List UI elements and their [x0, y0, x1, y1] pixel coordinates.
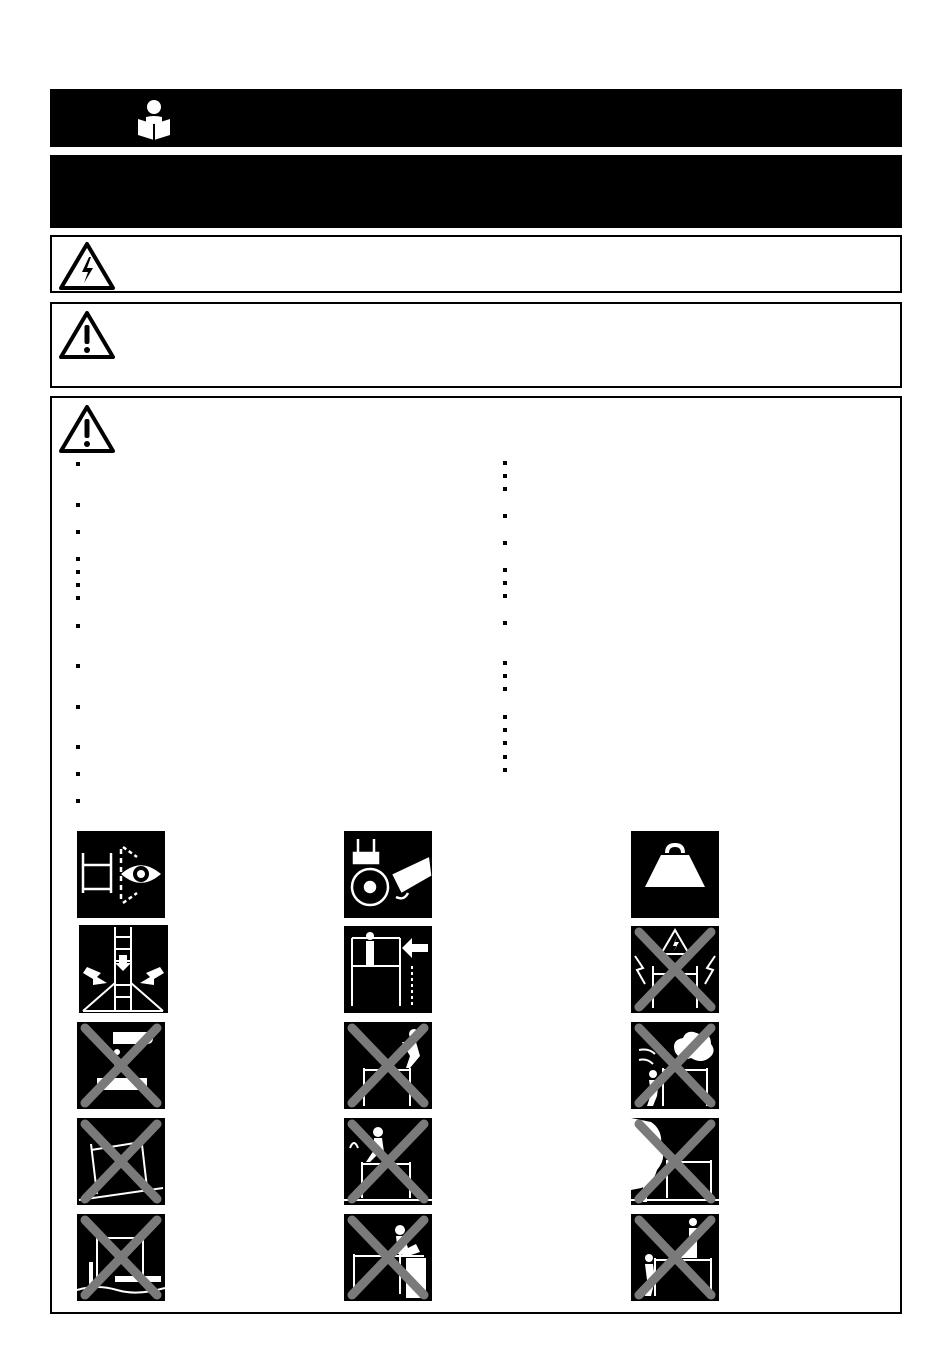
- list-bullet: [76, 596, 80, 600]
- list-bullet: [503, 728, 507, 732]
- list-bullet: [76, 745, 80, 749]
- list-bullet: [503, 581, 507, 585]
- title-banner: [50, 155, 902, 228]
- no-use-in-storm-icon: [631, 1022, 719, 1109]
- no-use-near-trees-icon: [631, 1118, 719, 1205]
- no-corrosive-chemicals-icon: [77, 1022, 165, 1109]
- no-boxes-on-platform-icon: [631, 1214, 719, 1301]
- list-bullet: [76, 462, 80, 466]
- list-bullet: [503, 594, 507, 598]
- list-bullet: [76, 583, 80, 587]
- list-bullet: [503, 687, 507, 691]
- danger-box: [50, 235, 902, 293]
- list-bullet: [76, 705, 80, 709]
- no-moving-while-occupied-icon: [344, 1118, 432, 1205]
- no-soft-unstable-base-icon: [77, 1214, 165, 1301]
- lock-caster-wheel-icon: [344, 831, 432, 918]
- list-bullet: [503, 474, 507, 478]
- list-bullet: [503, 514, 507, 518]
- no-leaning-over-rail-icon: [344, 1022, 432, 1109]
- list-bullet: [503, 755, 507, 759]
- list-bullet: [76, 530, 80, 534]
- list-bullet: [76, 664, 80, 668]
- list-bullet: [76, 799, 80, 803]
- electric-hazard-icon: [58, 241, 116, 291]
- list-bullet: [503, 568, 507, 572]
- list-bullet: [503, 487, 507, 491]
- read-manual-icon: [132, 97, 176, 141]
- weight-load-limit-icon: [631, 831, 719, 918]
- warning-exclamation-icon: [58, 310, 116, 360]
- list-bullet: [503, 541, 507, 545]
- ladder-climb-inside-icon: [79, 925, 168, 1013]
- no-uneven-ground-icon: [77, 1118, 165, 1205]
- warning-section: [50, 396, 902, 1314]
- list-bullet: [503, 715, 507, 719]
- list-bullet: [503, 741, 507, 745]
- guardrail-height-icon: [344, 926, 432, 1013]
- list-bullet: [503, 674, 507, 678]
- list-bullet: [503, 661, 507, 665]
- inspect-scaffold-eye-icon: [77, 831, 165, 918]
- list-bullet: [76, 772, 80, 776]
- no-overhang-ledge-icon: [344, 1214, 432, 1301]
- list-bullet: [76, 570, 80, 574]
- warning-exclamation-icon: [58, 404, 116, 454]
- no-power-lines-icon: [631, 926, 719, 1013]
- caution-box: [50, 302, 902, 388]
- list-bullet: [503, 461, 507, 465]
- header-bar: [50, 89, 902, 147]
- list-bullet: [76, 624, 80, 628]
- list-bullet: [503, 621, 507, 625]
- list-bullet: [76, 557, 80, 561]
- list-bullet: [76, 503, 80, 507]
- list-bullet: [503, 768, 507, 772]
